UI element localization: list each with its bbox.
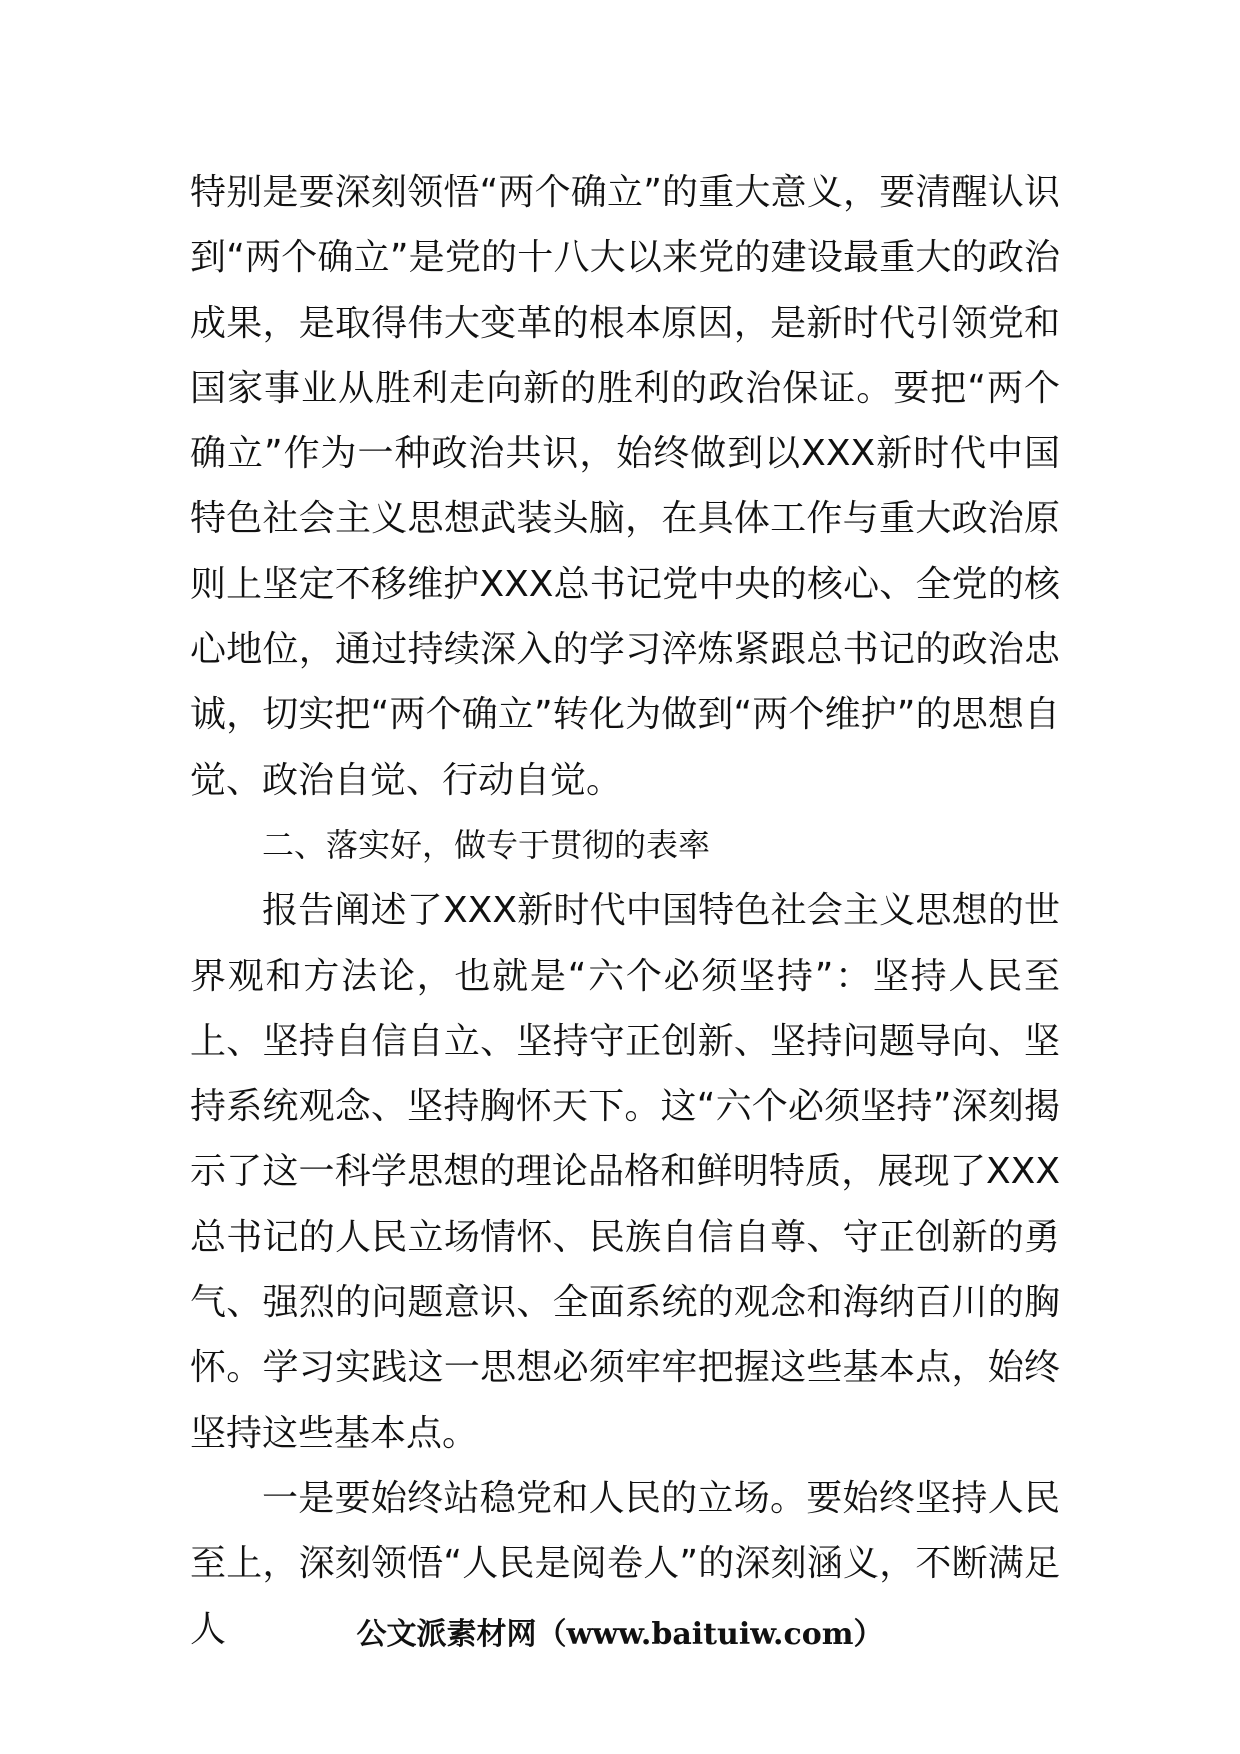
document-body <box>190 160 1060 1662</box>
body-paragraph: 特别是要深刻领悟“两个确立”的重大意义，要清醒认识到“两个确立”是党的十八大以来党的建设最重大的政治成果，是取得伟大变革的根本原因，是新时代引领党和国家事业从胜利走向新的胜利的政治保证。要把“两个确立”作为一种政治共识，始终做到以XXX新时代中国特色社会主义思想武装头脑，在具体工作与重大政治原则上坚定不移维护XXX总书记党中央的核心、全党的核心地位，通过持续深入的学习淬炼紧跟总书记的政治忠诚，切实把“两个确立”转化为做到“两个维护”的思想自觉、政治自觉、行动自觉。 <box>190 172 1060 801</box>
footer-watermark: 公文派素材网（www.baituiw.com） <box>356 1617 884 1652</box>
body-paragraph: 一是要始终站稳党和人民的立场。要始终坚持人民至上，深刻领悟“人民是阅卷人”的深刻涵义，不断满足人 <box>190 1477 1060 1650</box>
body-paragraph: 报告阐述了XXX新时代中国特色社会主义思想的世界观和方法论，也就是“六个必须坚持”：坚持人民至上、坚持自信自立、坚持守正创新、坚持问题导向、坚持系统观念、坚持胸怀天下。这“六个必须坚持”深刻揭示了这一科学思想的理论品格和鲜明特质，展现了XXX总书记的人民立场情怀、民族自信自尊、守正创新的勇气、强烈的问题意识、全面系统的观念和海纳百川的胸怀。学习实践这一思想必须牢牢把握这些基本点，始终坚持这些基本点。 <box>190 890 1060 1454</box>
section-heading: 二、落实好，做专于贯彻的表率 <box>262 825 711 864</box>
